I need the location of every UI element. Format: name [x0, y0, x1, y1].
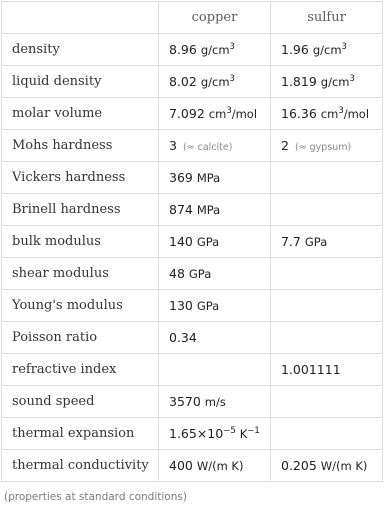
row-label: sound speed	[2, 386, 159, 418]
table-row	[2, 418, 383, 450]
header-sulfur: sulfur	[271, 2, 383, 34]
table-row	[2, 258, 383, 290]
row-label: shear modulus	[2, 258, 159, 290]
value-unit: W/(m K)	[320, 459, 368, 473]
value-number: 48	[169, 266, 185, 281]
copper-value-cell	[159, 354, 271, 386]
value-unit: g/cm	[312, 43, 342, 57]
value-unit: m/s	[204, 395, 226, 409]
row-label: thermal expansion	[2, 418, 159, 450]
table-row	[2, 66, 383, 98]
sulfur-value-cell	[271, 354, 383, 386]
table-row	[2, 290, 383, 322]
value-number: 1.65×10	[169, 426, 224, 441]
table-row	[2, 386, 383, 418]
table-row	[2, 226, 383, 258]
value-unit-suffix: /mol	[231, 107, 258, 121]
value-note: (≈ gypsum)	[294, 142, 352, 153]
value-unit: W/(m K)	[196, 459, 244, 473]
sulfur-value-cell	[271, 130, 383, 162]
sulfur-value-cell	[271, 226, 383, 258]
unit-exponent: 3	[338, 106, 344, 116]
value-number: 1.001111	[281, 362, 341, 377]
value-number: 3570	[169, 394, 201, 409]
table-row	[2, 450, 383, 482]
value-number: 130	[169, 298, 193, 313]
copper-value-cell	[159, 418, 271, 450]
unit-exponent: 3	[341, 42, 347, 52]
value-number: 0.205	[281, 458, 317, 473]
sulfur-value-cell	[271, 322, 383, 354]
copper-value-cell	[159, 322, 271, 354]
sulfur-value-cell	[271, 162, 383, 194]
sulfur-value-cell	[271, 98, 383, 130]
unit-exponent: −1	[247, 426, 260, 436]
value-number: 7.7	[281, 234, 301, 249]
value-unit: K	[239, 427, 248, 441]
value-unit: GPa	[304, 235, 328, 249]
value-number: 1.96	[281, 42, 309, 57]
table-row	[2, 130, 383, 162]
footnote: (properties at standard conditions)	[4, 491, 187, 503]
value-unit: GPa	[188, 267, 212, 281]
row-label: liquid density	[2, 66, 159, 98]
properties-table	[1, 1, 383, 482]
value-unit: g/cm	[320, 75, 350, 89]
sulfur-value-cell	[271, 450, 383, 482]
sulfur-value-cell	[271, 258, 383, 290]
value-number: 3	[169, 138, 177, 153]
value-number: 8.96	[169, 42, 197, 57]
value-number: 16.36	[281, 106, 317, 121]
value-unit: cm	[208, 107, 227, 121]
copper-value-cell	[159, 290, 271, 322]
unit-exponent: 3	[229, 42, 235, 52]
unit-exponent: 3	[349, 74, 355, 84]
copper-value-cell	[159, 226, 271, 258]
value-unit: GPa	[196, 235, 220, 249]
row-label: Mohs hardness	[2, 130, 159, 162]
table-row	[2, 162, 383, 194]
row-label: Vickers hardness	[2, 162, 159, 194]
sulfur-value-cell	[271, 418, 383, 450]
value-unit: MPa	[196, 203, 221, 217]
copper-value-cell	[159, 162, 271, 194]
value-number: 1.819	[281, 74, 317, 89]
header-empty	[2, 2, 159, 34]
sulfur-value-cell	[271, 34, 383, 66]
row-label: bulk modulus	[2, 226, 159, 258]
copper-value-cell	[159, 34, 271, 66]
value-number: 0.34	[169, 330, 197, 345]
value-number: 140	[169, 234, 193, 249]
row-label: Poisson ratio	[2, 322, 159, 354]
copper-value-cell	[159, 450, 271, 482]
row-label: density	[2, 34, 159, 66]
value-unit: MPa	[196, 171, 221, 185]
unit-exponent: 3	[229, 74, 235, 84]
copper-value-cell	[159, 386, 271, 418]
copper-value-cell	[159, 98, 271, 130]
value-unit: cm	[320, 107, 339, 121]
row-label: thermal conductivity	[2, 450, 159, 482]
value-number: 8.02	[169, 74, 197, 89]
value-unit: g/cm	[200, 43, 230, 57]
value-number: 369	[169, 170, 193, 185]
sulfur-value-cell	[271, 386, 383, 418]
value-number: 400	[169, 458, 193, 473]
copper-value-cell	[159, 66, 271, 98]
table-row	[2, 322, 383, 354]
value-unit-suffix: /mol	[343, 107, 370, 121]
value-unit: g/cm	[200, 75, 230, 89]
header-copper: copper	[159, 2, 271, 34]
unit-exponent: 3	[226, 106, 232, 116]
sulfur-value-cell	[271, 194, 383, 226]
value-exponent: −5	[223, 426, 236, 436]
sulfur-value-cell	[271, 66, 383, 98]
row-label: Brinell hardness	[2, 194, 159, 226]
copper-value-cell	[159, 258, 271, 290]
table-row	[2, 34, 383, 66]
table-row	[2, 194, 383, 226]
copper-value-cell	[159, 130, 271, 162]
value-unit: GPa	[196, 299, 220, 313]
table-row	[2, 354, 383, 386]
table-body	[2, 34, 383, 482]
copper-value-cell	[159, 194, 271, 226]
value-number: 7.092	[169, 106, 205, 121]
row-label: Young's modulus	[2, 290, 159, 322]
row-label: molar volume	[2, 98, 159, 130]
table-row	[2, 98, 383, 130]
sulfur-value-cell	[271, 290, 383, 322]
value-note: (≈ calcite)	[182, 142, 233, 153]
row-label: refractive index	[2, 354, 159, 386]
value-number: 874	[169, 202, 193, 217]
header-row	[2, 2, 383, 34]
value-number: 2	[281, 138, 289, 153]
